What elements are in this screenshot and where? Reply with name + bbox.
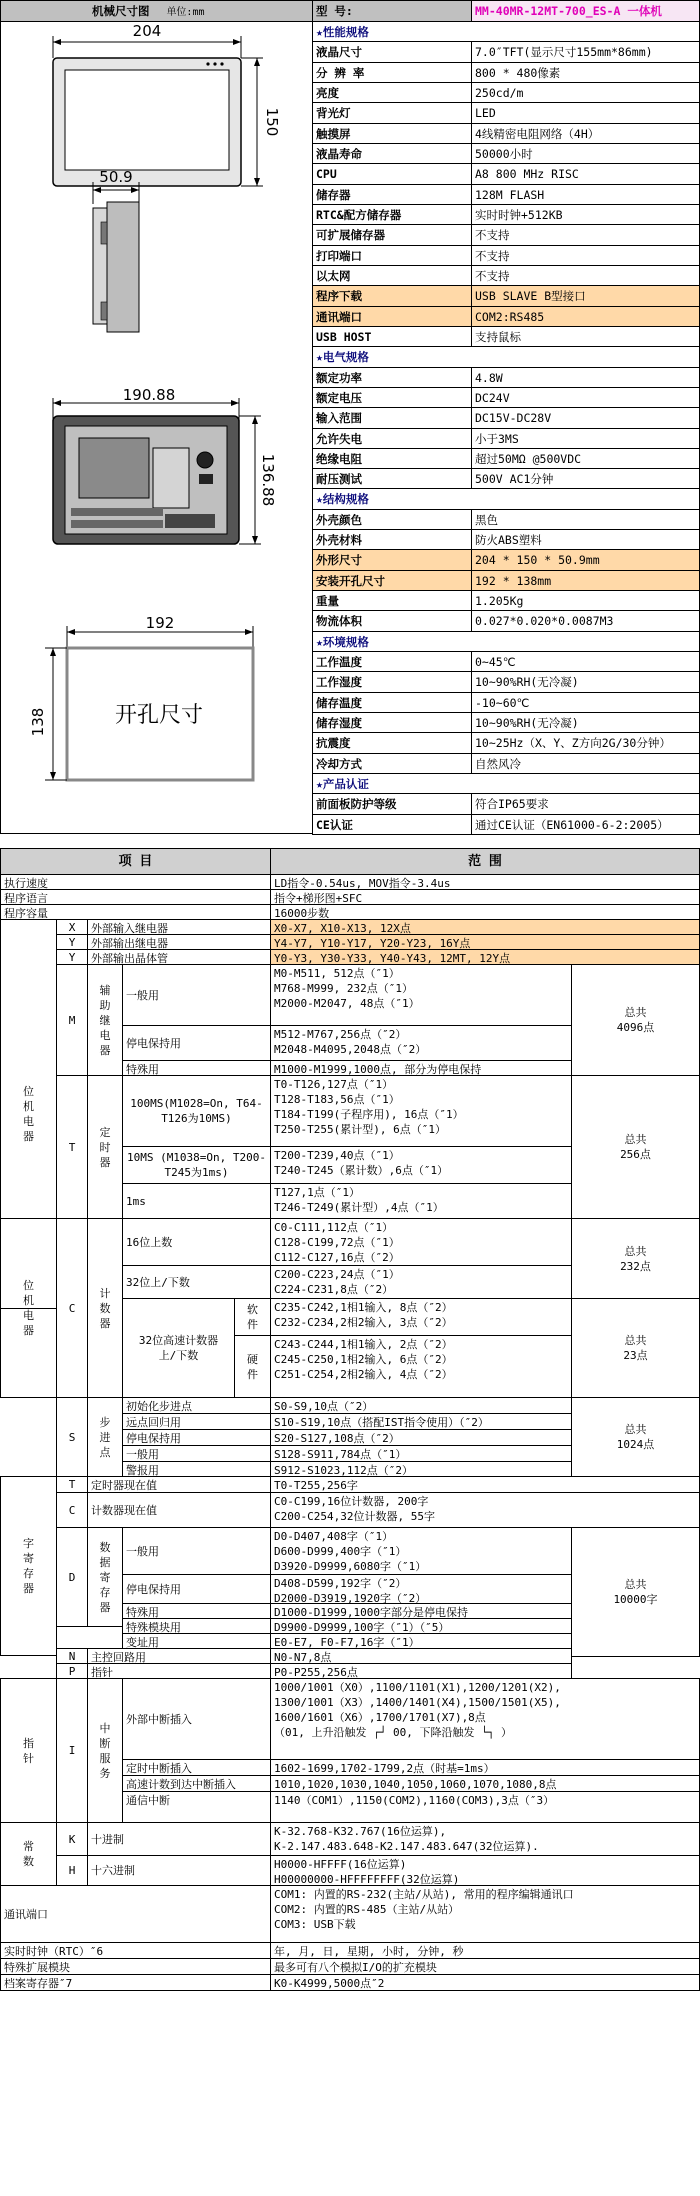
plc-name: 特殊模块用 [122,1618,271,1634]
rear-view [53,398,261,544]
plc-sub-label: 数 据 寄 存 器 [87,1527,123,1627]
plc-value: M0-M511, 512点（″1） M768-M999, 232点（″1） M2000-M2047, 48点（″1） [270,964,572,1026]
plc-name: 1ms [122,1183,271,1219]
plc-value: C0-C199,16位计数器, 200字 C200-C254,32位计数器, 55字 [270,1492,700,1528]
spec-label: 输入范围 [312,407,472,429]
plc-value: 1000/1001（X0）,1100/1101(X1),1200/1201(X2), 1300/1001（X3）,1400/1401(X4),1500/1501(X5), 1600/1601（X6）,1700/1701(X7),8点 （01, 上升沿触发 ┌┘ 00, 下降沿触发 └┐ ） [270,1678,700,1760]
spec-value: 防火ABS塑料 [471,529,700,550]
plc-name: 外部中断插入 [122,1678,271,1760]
spec-label: USB HOST [312,326,472,347]
plc-name: 32位高速计数器 上/下数 [122,1298,235,1398]
plc-value: 1602-1699,1702-1799,2点（时基=1ms） [270,1759,700,1776]
plc-sub-label: 辅 助 继 电 器 [87,964,123,1076]
spec-label: 工作湿度 [312,671,472,693]
spec-section-header: ★性能规格 [312,21,700,42]
plc-name: 远点回归用 [122,1413,271,1430]
plc-value: H0000-HFFFF(16位运算) H00000000-HFFFFFFFF(32位运算) [270,1855,700,1886]
spec-label: 外壳颜色 [312,509,472,530]
rear-height-label: 136.88 [259,453,277,507]
plc-value: M1000-M1999,1000点, 部分为停电保持 [270,1060,572,1076]
plc-code: C [56,1218,88,1398]
plc-label: 程序语言 [0,889,271,905]
plc-code: Y [56,949,88,965]
spec-value: 4线精密电阻网络（4H） [471,123,700,144]
spec-label: 额定功率 [312,367,472,388]
spec-value: 超过50MΩ @500VDC [471,448,700,469]
front-width-label: 204 [132,22,162,40]
item-header: 项 目 [0,848,271,875]
spec-value: 支持鼠标 [471,326,700,347]
spec-value: 黑色 [471,509,700,530]
plc-sub-label: 软 件 [234,1298,271,1336]
spec-value: 实时时钟+512KB [471,204,700,225]
plc-label: 程序容量 [0,904,271,920]
spec-value: 10~90%RH(无冷凝) [471,671,700,693]
plc-value: K-32.768-K32.767(16位运算), K-2.147.483.648-K2.147.483.647(32位运算). [270,1822,700,1856]
spec-value: DC15V-DC28V [471,407,700,429]
plc-value: 1010,1020,1030,1040,1050,1060,1070,1080,8点 [270,1775,700,1792]
spec-label: 液晶尺寸 [312,41,472,63]
plc-name: 一般用 [122,964,271,1026]
model-label-text: 型 号: [316,4,353,18]
plc-code: T [56,1075,88,1219]
spec-label: 前面板防护等级 [312,793,472,815]
drawing-panel [0,21,313,834]
spec-value: -10~60℃ [471,692,700,713]
spec-label: 冷却方式 [312,753,472,774]
plc-total: 总共 256点 [571,1075,700,1219]
plc-name: 停电保持用 [122,1025,271,1061]
plc-value: 1140（COM1）,1150(COM2),1160(COM3),3点（″3） [270,1791,700,1823]
plc-name: 警报用 [122,1461,271,1477]
plc-name: 高速计数到达中断插入 [122,1775,271,1792]
spec-label: 安装开孔尺寸 [312,570,472,591]
plc-value: D9900-D9999,100字（″1）（″5） [270,1618,572,1634]
plc-label: 通讯端口 [0,1885,271,1943]
spec-label: 外形尺寸 [312,549,472,571]
plc-name: 外部输出晶体管 [87,949,271,965]
spec-label: 储存器 [312,184,472,205]
spec-label: 液晶寿命 [312,143,472,164]
cutout-height-label: 138 [29,707,47,737]
plc-code: P [56,1663,88,1679]
plc-value: Y0-Y3, Y30-Y33, Y40-Y43, 12MT, 12Y点 [270,949,700,965]
plc-value: S10-S19,10点（搭配IST指令使用）（″2） [270,1413,572,1430]
plc-value: C200-C223,24点（″1） C224-C231,8点（″2） [270,1265,572,1299]
plc-code: K [56,1822,88,1856]
plc-name: 特殊用 [122,1603,271,1619]
plc-sub-label: 计 数 器 [87,1218,123,1398]
plc-group-label: 字 寄 存 器 [0,1476,57,1656]
range-header: 范 围 [270,848,700,875]
plc-sub-label: 中 断 服 务 [87,1678,123,1823]
plc-group-label: 位 机 电 器 [0,919,57,1309]
spec-label: 外壳材料 [312,529,472,550]
spec-label: 打印端口 [312,245,472,266]
plc-value: M512-M767,256点（″2） M2048-M4095,2048点（″2） [270,1025,572,1061]
model-value [471,0,700,22]
spec-value: 4.8W [471,367,700,388]
plc-name: 32位上/下数 [122,1265,271,1299]
front-view [53,36,263,186]
spec-label: RTC&配方储存器 [312,204,472,225]
plc-value: C0-C111,112点（″1） C128-C199,72点（″1） C112-C127,16点（″2） [270,1218,572,1266]
model-label [312,0,472,22]
spec-label: 通讯端口 [312,306,472,327]
spec-label: 以太网 [312,265,472,286]
spec-label: 可扩展储存器 [312,224,472,246]
plc-value: 年, 月, 日, 星期, 小时, 分钟, 秒 [270,1942,700,1959]
plc-name: 外部输出继电器 [87,934,271,950]
plc-code: M [56,964,88,1076]
plc-value: D0-D407,408字（″1） D600-D999,400字（″1） D3920-D9999,6080字（″1） [270,1527,572,1575]
side-view [93,182,139,332]
spec-label: 耐压测试 [312,468,472,489]
plc-code: D [56,1527,88,1627]
plc-group-label: 指 针 [0,1678,57,1823]
spec-value: 0~45℃ [471,651,700,672]
plc-value: T0-T126,127点（″1） T128-T183,56点（″1） T184-T199(子程序用), 16点（″1） T250-T255(累计型), 6点（″1） [270,1075,572,1147]
plc-name: 一般用 [122,1445,271,1462]
spec-label: 储存温度 [312,692,472,713]
plc-value: 16000步数 [270,904,700,920]
plc-value: C235-C242,1相1输入, 8点（″2） C232-C234,2相2输入, 3点（″2） [270,1298,572,1336]
spec-label: 允许失电 [312,428,472,449]
plc-code: S [56,1397,88,1477]
spec-label: 绝缘电阻 [312,448,472,469]
plc-value: S0-S9,10点（″2） [270,1397,572,1414]
spec-label: 储存湿度 [312,712,472,733]
plc-sub-label: 步 进 点 [87,1397,123,1477]
plc-name: 变址用 [122,1633,271,1649]
spec-value: 10~25Hz（X、Y、Z方向2G/30分钟） [471,732,700,754]
plc-value: COM1: 内置的RS-232(主站/从站), 常用的程序编辑通讯口 COM2: 内置的RS-485（主站/从站） COM3: USB下载 [270,1885,700,1943]
plc-name: 10MS (M1038=On, T200-T245为1ms) [122,1146,271,1184]
plc-value: S912-S1023,112点（″2） [270,1461,572,1477]
model-value-text: MM-40MR-12MT-700_ES-A 一体机 [475,4,662,18]
side-depth-label: 50.9 [99,168,133,186]
plc-value: N0-N7,8点 [270,1648,572,1664]
plc-name: 十六进制 [87,1855,271,1886]
spec-value: 符合IP65要求 [471,793,700,815]
plc-value: X0-X7, X10-X13, 12X点 [270,919,700,935]
plc-value: 指令+梯形图+SFC [270,889,700,905]
plc-name: 主控回路用 [87,1648,271,1664]
plc-name: 定时器现在值 [87,1476,271,1493]
plc-code: C [56,1492,88,1528]
plc-value: 最多可有八个模拟I/O的扩充模块 [270,1958,700,1975]
front-height-label: 150 [263,107,281,137]
plc-name: 停电保持用 [122,1429,271,1446]
plc-name: 十进制 [87,1822,271,1856]
spec-label: 亮度 [312,82,472,103]
spec-value: 7.0″TFT(显示尺寸155mm*86mm) [471,41,700,63]
spec-value: USB SLAVE B型接口 [471,285,700,307]
spec-sheet [0,0,700,834]
spec-value: COM2:RS485 [471,306,700,327]
plc-code: Y [56,934,88,950]
spec-value: 50000小时 [471,143,700,164]
plc-name: 通信中断 [122,1791,271,1823]
spec-label: 额定电压 [312,387,472,408]
spec-value: 0.027*0.020*0.0087M3 [471,610,700,632]
drawing-unit: 单位:mm [166,7,205,18]
spec-section-header: ★结构规格 [312,488,700,510]
spec-value: 128M FLASH [471,184,700,205]
plc-value: S20-S127,108点（″2） [270,1429,572,1446]
plc-total: 总共 23点 [571,1298,700,1398]
plc-value: E0-E7, F0-F7,16字（″1） [270,1633,572,1649]
plc-name: 定时中断插入 [122,1759,271,1776]
plc-sub-label: 定 时 器 [87,1075,123,1219]
plc-name: 特殊用 [122,1060,271,1076]
plc-label: 执行速度 [0,874,271,890]
plc-spec-table [0,834,700,2196]
cutout-label: 开孔尺寸 [114,703,204,728]
spec-label: 抗震度 [312,732,472,754]
spec-label: 重量 [312,590,472,611]
spec-value: DC24V [471,387,700,408]
drawing-header [0,0,313,22]
plc-name: 外部输入继电器 [87,919,271,935]
spec-label: 工作温度 [312,651,472,672]
spec-table [312,21,700,834]
plc-name: 计数器现在值 [87,1492,271,1528]
spec-section-header: ★电气规格 [312,346,700,368]
plc-value: P0-P255,256点 [270,1663,572,1679]
spec-section-header: ★环境规格 [312,631,700,652]
cutout-width-label: 192 [145,614,175,632]
plc-label: 档案寄存器″7 [0,1974,271,1991]
spec-label: CE认证 [312,814,472,835]
plc-name: 16位上数 [122,1218,271,1266]
plc-code: T [56,1476,88,1493]
plc-code: X [56,919,88,935]
plc-name: 初始化步进点 [122,1397,271,1414]
spec-label: 触摸屏 [312,123,472,144]
spec-section-header: ★产品认证 [312,773,700,794]
plc-total: 总共 232点 [571,1218,700,1299]
plc-total: 总共 4096点 [571,964,700,1076]
spec-value: 1.205Kg [471,590,700,611]
spec-value: 小于3MS [471,428,700,449]
spec-value: 自然风冷 [471,753,700,774]
plc-group-label: 位 机 电 器 [0,1218,57,1398]
plc-value: T200-T239,40点（″1） T240-T245（累计数）,6点（″1） [270,1146,572,1184]
spec-value: 不支持 [471,224,700,246]
plc-group-label: 常 数 [0,1822,57,1886]
spec-value: 800 * 480像素 [471,62,700,83]
spec-value: 250cd/m [471,82,700,103]
plc-value: D1000-D1999,1000字部分是停电保持 [270,1603,572,1619]
plc-name: 指针 [87,1663,271,1679]
plc-code: H [56,1855,88,1886]
spec-value: 不支持 [471,265,700,286]
plc-label: 实时时钟（RTC）″6 [0,1942,271,1959]
spec-value: 500V AC1分钟 [471,468,700,489]
spec-value: A8 800 MHz RISC [471,163,700,185]
spec-value: 10~90%RH(无冷凝) [471,712,700,733]
plc-name: 停电保持用 [122,1574,271,1604]
spec-value: LED [471,102,700,124]
plc-value: D408-D599,192字（″2） D2000-D3919,1920字（″2） [270,1574,572,1604]
spec-label: 背光灯 [312,102,472,124]
spec-label: 程序下载 [312,285,472,307]
rear-width-label: 190.88 [122,386,176,404]
plc-total: 总共 10000字 [571,1527,700,1657]
spec-value: 不支持 [471,245,700,266]
plc-value: S128-S911,784点（″1） [270,1445,572,1462]
plc-value: K0-K4999,5000点″2 [270,1974,700,1991]
spec-label: 物流体积 [312,610,472,632]
plc-name: 100MS(M1028=On, T64-T126为10MS) [122,1075,271,1147]
spec-label: CPU [312,163,472,185]
plc-code: N [56,1648,88,1664]
plc-value: T0-T255,256字 [270,1476,700,1493]
spec-value: 通过CE认证（EN61000-6-2:2005） [471,814,700,835]
plc-name: 一般用 [122,1527,271,1575]
dimension-drawings [1,22,312,833]
plc-total: 总共 1024点 [571,1397,700,1477]
plc-sub-label: 硬 件 [234,1335,271,1398]
plc-value: T127,1点（″1） T246-T249(累计型）,4点（″1） [270,1183,572,1219]
spec-label: 分 辨 率 [312,62,472,83]
plc-value: C243-C244,1相1输入, 2点（″2） C245-C250,1相2输入, 6点（″2） C251-C254,2相2输入, 4点（″2） [270,1335,572,1398]
spec-value: 192 * 138mm [471,570,700,591]
plc-value: Y4-Y7, Y10-Y17, Y20-Y23, 16Y点 [270,934,700,950]
drawing-title: 机械尺寸图 [92,4,150,18]
plc-label: 特殊扩展模块 [0,1958,271,1975]
plc-value: LD指令-0.54us, MOV指令-3.4us [270,874,700,890]
spec-value: 204 * 150 * 50.9mm [471,549,700,571]
plc-code: I [56,1678,88,1823]
